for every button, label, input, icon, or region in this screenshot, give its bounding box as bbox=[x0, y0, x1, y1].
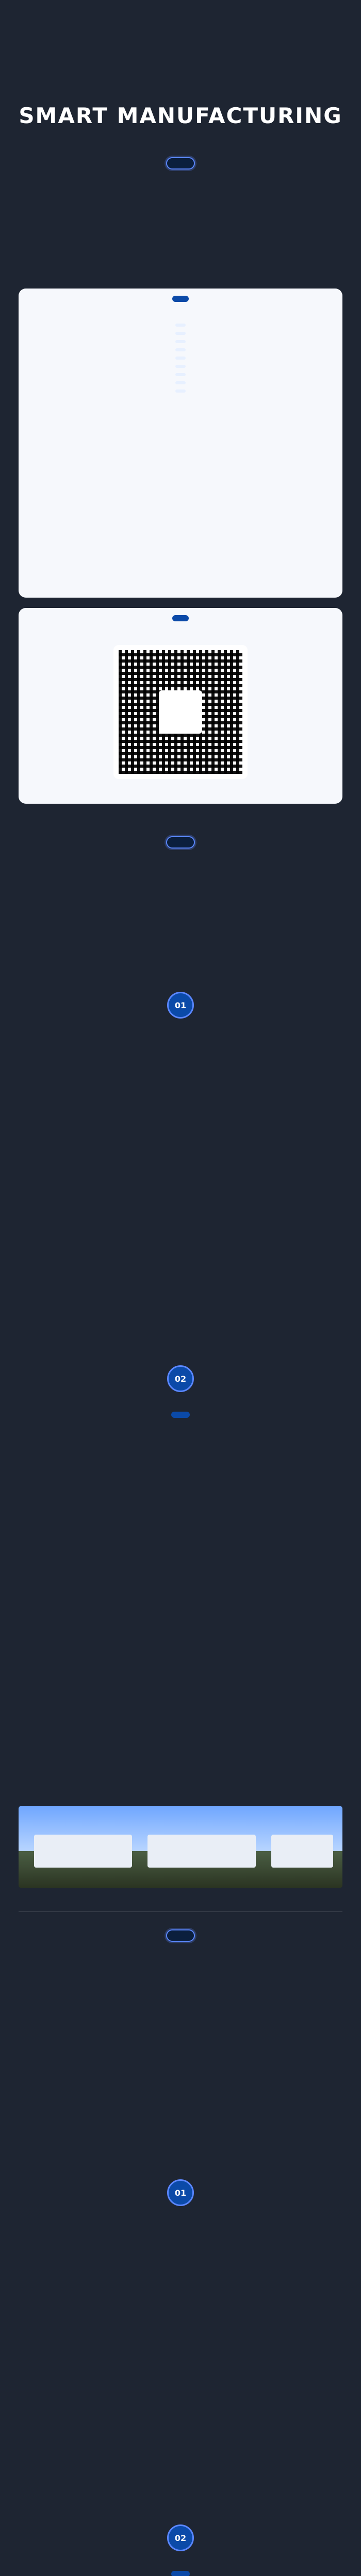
page-title: SMART MANUFACTURING bbox=[19, 103, 342, 128]
research-direction-item bbox=[175, 357, 186, 360]
phd-box-02: 02 bbox=[167, 1365, 194, 1392]
research-direction-item bbox=[175, 389, 186, 393]
mphil-box-02: 02 bbox=[167, 2524, 194, 2551]
phd-section-header bbox=[166, 836, 195, 849]
phd-box-01: 01 bbox=[167, 992, 194, 1019]
photo-building bbox=[271, 1835, 333, 1868]
mphil-details bbox=[33, 2226, 332, 2259]
research-direction-item bbox=[175, 373, 186, 376]
research-direction-item bbox=[175, 340, 186, 343]
mphil-intro bbox=[15, 1976, 346, 1983]
research-direction-item bbox=[175, 324, 186, 327]
mphil-badge bbox=[171, 2571, 190, 2576]
photo-building bbox=[147, 1835, 256, 1868]
research-direction-item bbox=[175, 381, 186, 384]
intro-text bbox=[15, 191, 346, 198]
research-direction-item bbox=[175, 348, 186, 351]
research-directions-title bbox=[172, 296, 189, 302]
mphil-section-header bbox=[166, 1929, 195, 1942]
phd-details bbox=[33, 1041, 332, 1078]
phd-course-list bbox=[29, 1453, 338, 1469]
thrust-label-pill bbox=[166, 157, 195, 170]
phd-intro bbox=[15, 881, 346, 888]
wechat-card bbox=[19, 608, 342, 804]
research-directions-list bbox=[19, 318, 342, 398]
spacer bbox=[29, 1457, 338, 1465]
photo-building bbox=[34, 1835, 132, 1868]
research-direction-item bbox=[175, 365, 186, 368]
wechat-card-title bbox=[172, 615, 189, 621]
phd-badge bbox=[171, 1412, 190, 1418]
research-directions-card bbox=[19, 289, 342, 598]
wechat-qr-code[interactable] bbox=[113, 645, 248, 779]
mphil-box-01: 01 bbox=[167, 2179, 194, 2206]
research-direction-item bbox=[175, 332, 186, 335]
phd-campus-photo bbox=[19, 1806, 342, 1888]
section-divider bbox=[19, 1911, 342, 1912]
